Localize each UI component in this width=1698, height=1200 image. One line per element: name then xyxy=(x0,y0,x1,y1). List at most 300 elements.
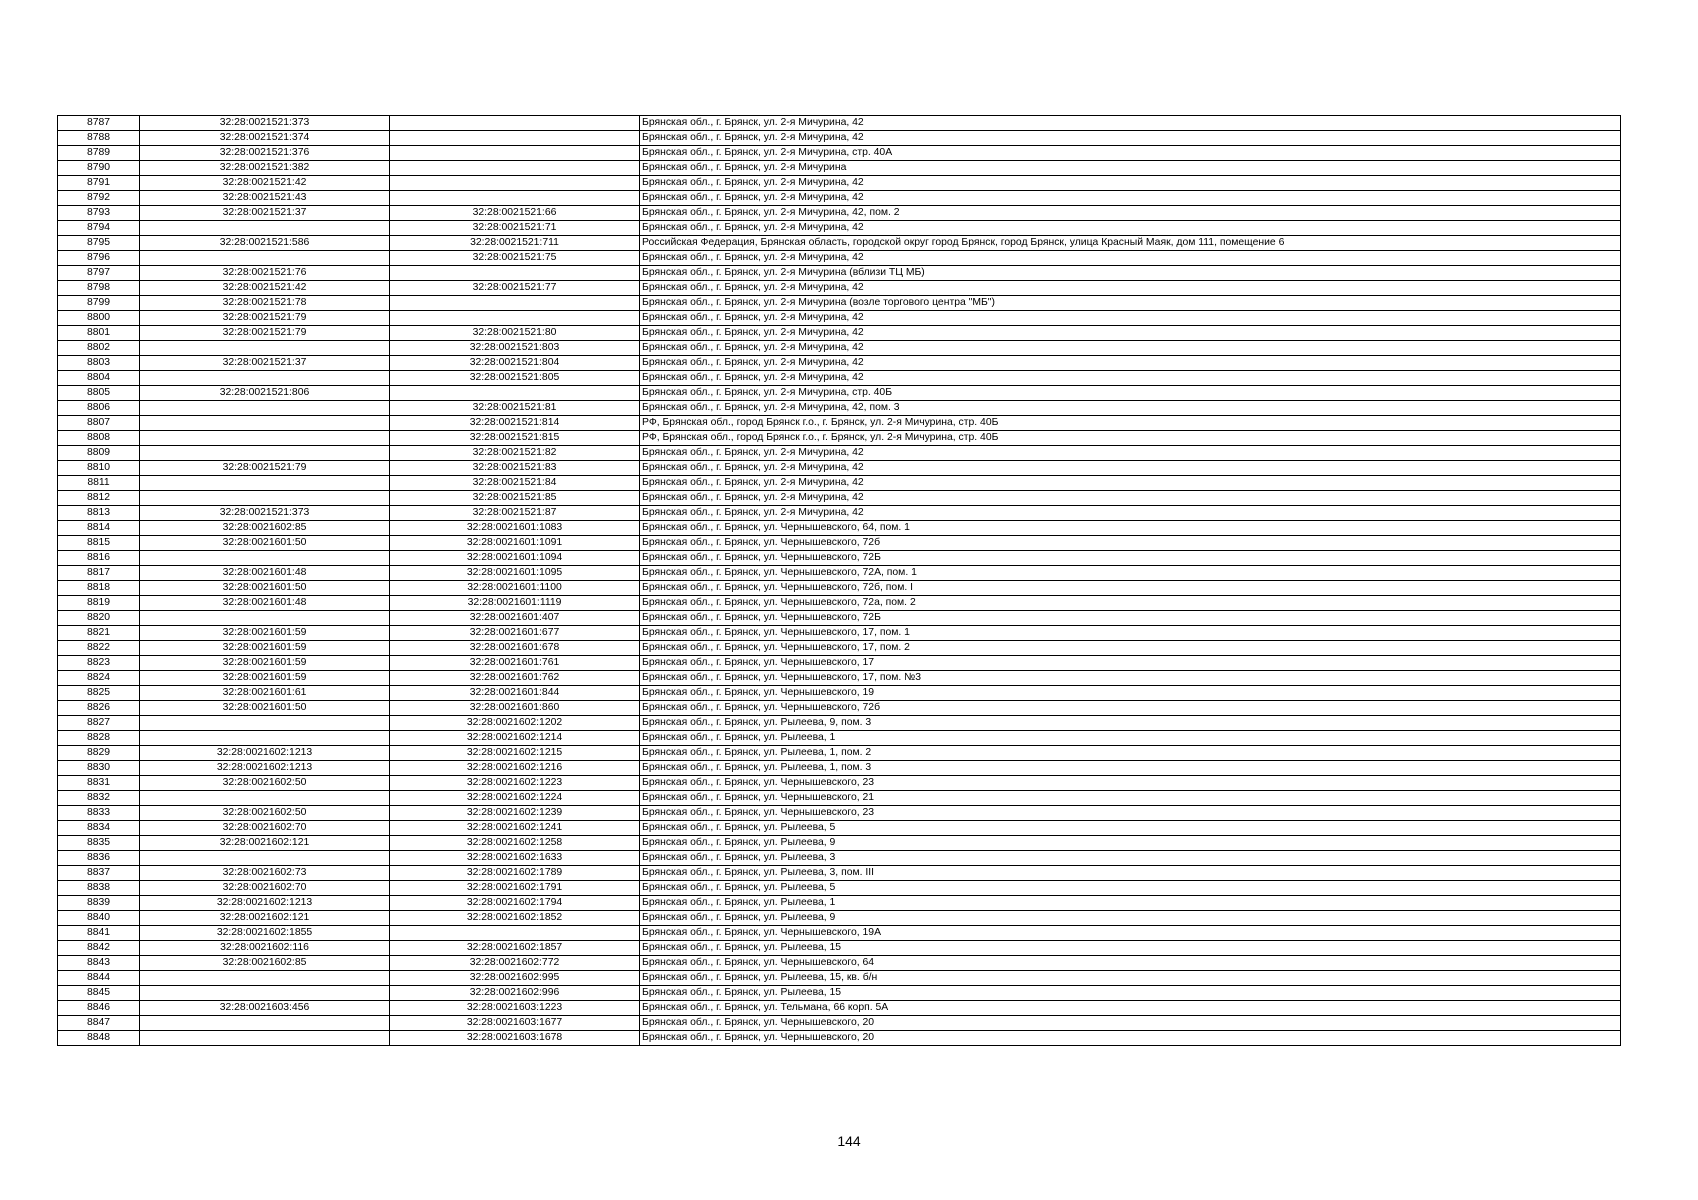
row-number: 8836 xyxy=(58,851,140,866)
table-row xyxy=(58,296,1621,311)
table-row xyxy=(58,806,1621,821)
address: Брянская обл., г. Брянск, ул. 2-я Мичурина, 42, пом. 3 xyxy=(640,401,1621,416)
row-number: 8810 xyxy=(58,461,140,476)
object-cadastral-number: 32:28:0021602:995 xyxy=(390,971,640,986)
address: Российская Федерация, Брянская область, городской округ город Брянск, город Брянск, улица Красный Маяк, дом 111, помещение 6 xyxy=(640,236,1621,251)
table-row xyxy=(58,911,1621,926)
land-plot-cadastral-number xyxy=(140,491,390,506)
object-cadastral-number: 32:28:0021521:80 xyxy=(390,326,640,341)
object-cadastral-number xyxy=(390,386,640,401)
address: Брянская обл., г. Брянск, ул. Рылеева, 1 xyxy=(640,731,1621,746)
object-cadastral-number: 32:28:0021602:1239 xyxy=(390,806,640,821)
row-number: 8805 xyxy=(58,386,140,401)
address: Брянская обл., г. Брянск, ул. Чернышевского, 72а, пом. 2 xyxy=(640,596,1621,611)
row-number: 8815 xyxy=(58,536,140,551)
address: Брянская обл., г. Брянск, ул. Рылеева, 15 xyxy=(640,941,1621,956)
object-cadastral-number: 32:28:0021521:82 xyxy=(390,446,640,461)
land-plot-cadastral-number xyxy=(140,791,390,806)
land-plot-cadastral-number xyxy=(140,971,390,986)
object-cadastral-number: 32:28:0021602:1202 xyxy=(390,716,640,731)
row-number: 8822 xyxy=(58,641,140,656)
object-cadastral-number: 32:28:0021602:1857 xyxy=(390,941,640,956)
address: Брянская обл., г. Брянск, ул. 2-я Мичурина, 42 xyxy=(640,326,1621,341)
address: Брянская обл., г. Брянск, ул. Рылеева, 1, пом. 2 xyxy=(640,746,1621,761)
address: Брянская обл., г. Брянск, ул. Чернышевского, 17, пом. 1 xyxy=(640,626,1621,641)
object-cadastral-number xyxy=(390,266,640,281)
table-row xyxy=(58,686,1621,701)
address: Брянская обл., г. Брянск, ул. Чернышевского, 17, пом. №3 xyxy=(640,671,1621,686)
land-plot-cadastral-number: 32:28:0021521:586 xyxy=(140,236,390,251)
table-row xyxy=(58,641,1621,656)
object-cadastral-number xyxy=(390,926,640,941)
object-cadastral-number: 32:28:0021521:711 xyxy=(390,236,640,251)
row-number: 8790 xyxy=(58,161,140,176)
land-plot-cadastral-number: 32:28:0021602:121 xyxy=(140,836,390,851)
object-cadastral-number: 32:28:0021602:1216 xyxy=(390,761,640,776)
object-cadastral-number: 32:28:0021521:805 xyxy=(390,371,640,386)
address: Брянская обл., г. Брянск, ул. Рылеева, 5 xyxy=(640,821,1621,836)
land-plot-cadastral-number xyxy=(140,611,390,626)
address: Брянская обл., г. Брянск, ул. 2-я Мичурина (вблизи ТЦ МБ) xyxy=(640,266,1621,281)
address: Брянская обл., г. Брянск, ул. 2-я Мичурина, 42 xyxy=(640,506,1621,521)
address: Брянская обл., г. Брянск, ул. Чернышевского, 72б xyxy=(640,536,1621,551)
address: Брянская обл., г. Брянск, ул. Рылеева, 9 xyxy=(640,836,1621,851)
row-number: 8825 xyxy=(58,686,140,701)
address: Брянская обл., г. Брянск, ул. Рылеева, 9 xyxy=(640,911,1621,926)
object-cadastral-number xyxy=(390,131,640,146)
address: Брянская обл., г. Брянск, ул. Чернышевского, 23 xyxy=(640,776,1621,791)
land-plot-cadastral-number xyxy=(140,401,390,416)
row-number: 8797 xyxy=(58,266,140,281)
table-row xyxy=(58,926,1621,941)
address: РФ, Брянская обл., город Брянск г.о., г. Брянск, ул. 2-я Мичурина, стр. 40Б xyxy=(640,431,1621,446)
row-number: 8845 xyxy=(58,986,140,1001)
object-cadastral-number xyxy=(390,296,640,311)
land-plot-cadastral-number xyxy=(140,731,390,746)
object-cadastral-number: 32:28:0021601:1083 xyxy=(390,521,640,536)
page-number: 144 xyxy=(837,1133,861,1149)
table-row xyxy=(58,521,1621,536)
object-cadastral-number: 32:28:0021602:1214 xyxy=(390,731,640,746)
table-row xyxy=(58,491,1621,506)
table-row xyxy=(58,536,1621,551)
address: Брянская обл., г. Брянск, ул. Рылеева, 1, пом. 3 xyxy=(640,761,1621,776)
row-number: 8798 xyxy=(58,281,140,296)
table-row xyxy=(58,836,1621,851)
address: Брянская обл., г. Брянск, ул. 2-я Мичурина, стр. 40А xyxy=(640,146,1621,161)
land-plot-cadastral-number: 32:28:0021601:59 xyxy=(140,656,390,671)
table-row xyxy=(58,881,1621,896)
row-number: 8817 xyxy=(58,566,140,581)
row-number: 8816 xyxy=(58,551,140,566)
row-number: 8827 xyxy=(58,716,140,731)
table-row xyxy=(58,581,1621,596)
address: Брянская обл., г. Брянск, ул. Чернышевского, 23 xyxy=(640,806,1621,821)
row-number: 8823 xyxy=(58,656,140,671)
land-plot-cadastral-number: 32:28:0021602:50 xyxy=(140,806,390,821)
address: Брянская обл., г. Брянск, ул. Чернышевского, 72А, пом. 1 xyxy=(640,566,1621,581)
table-row xyxy=(58,266,1621,281)
object-cadastral-number: 32:28:0021601:1094 xyxy=(390,551,640,566)
row-number: 8841 xyxy=(58,926,140,941)
table-row xyxy=(58,206,1621,221)
object-cadastral-number: 32:28:0021602:1789 xyxy=(390,866,640,881)
address: Брянская обл., г. Брянск, ул. Рылеева, 15, кв. б/н xyxy=(640,971,1621,986)
address: Брянская обл., г. Брянск, ул. 2-я Мичурина, 42 xyxy=(640,341,1621,356)
object-cadastral-number: 32:28:0021601:860 xyxy=(390,701,640,716)
address: Брянская обл., г. Брянск, ул. Тельмана, 66 корп. 5А xyxy=(640,1001,1621,1016)
table-row xyxy=(58,161,1621,176)
table-row xyxy=(58,716,1621,731)
address: Брянская обл., г. Брянск, ул. Чернышевского, 72Б xyxy=(640,551,1621,566)
address: Брянская обл., г. Брянск, ул. Чернышевского, 20 xyxy=(640,1016,1621,1031)
land-plot-cadastral-number xyxy=(140,221,390,236)
table-row xyxy=(58,251,1621,266)
object-cadastral-number xyxy=(390,191,640,206)
row-number: 8808 xyxy=(58,431,140,446)
table-row xyxy=(58,131,1621,146)
table-row xyxy=(58,1031,1621,1046)
land-plot-cadastral-number xyxy=(140,986,390,1001)
land-plot-cadastral-number: 32:28:0021602:85 xyxy=(140,956,390,971)
land-plot-cadastral-number: 32:28:0021602:121 xyxy=(140,911,390,926)
object-cadastral-number: 32:28:0021601:762 xyxy=(390,671,640,686)
land-plot-cadastral-number: 32:28:0021602:70 xyxy=(140,821,390,836)
row-number: 8832 xyxy=(58,791,140,806)
address: Брянская обл., г. Брянск, ул. 2-я Мичурина, 42 xyxy=(640,311,1621,326)
land-plot-cadastral-number: 32:28:0021601:59 xyxy=(140,626,390,641)
land-plot-cadastral-number xyxy=(140,431,390,446)
object-cadastral-number: 32:28:0021602:1794 xyxy=(390,896,640,911)
row-number: 8788 xyxy=(58,131,140,146)
row-number: 8806 xyxy=(58,401,140,416)
object-cadastral-number: 32:28:0021602:1241 xyxy=(390,821,640,836)
address: Брянская обл., г. Брянск, ул. Чернышевского, 72б xyxy=(640,701,1621,716)
land-plot-cadastral-number xyxy=(140,851,390,866)
table-row xyxy=(58,776,1621,791)
land-plot-cadastral-number xyxy=(140,416,390,431)
table-row xyxy=(58,986,1621,1001)
object-cadastral-number: 32:28:0021521:81 xyxy=(390,401,640,416)
address: Брянская обл., г. Брянск, ул. 2-я Мичурина, 42 xyxy=(640,356,1621,371)
address: Брянская обл., г. Брянск, ул. 2-я Мичурина, 42 xyxy=(640,221,1621,236)
table-row xyxy=(58,371,1621,386)
table-body xyxy=(58,116,1621,1046)
row-number: 8811 xyxy=(58,476,140,491)
table-row xyxy=(58,476,1621,491)
address: Брянская обл., г. Брянск, ул. 2-я Мичурина, 42 xyxy=(640,476,1621,491)
row-number: 8838 xyxy=(58,881,140,896)
table-row xyxy=(58,866,1621,881)
object-cadastral-number: 32:28:0021601:1095 xyxy=(390,566,640,581)
address: Брянская обл., г. Брянск, ул. 2-я Мичурина, 42 xyxy=(640,251,1621,266)
row-number: 8809 xyxy=(58,446,140,461)
object-cadastral-number: 32:28:0021521:71 xyxy=(390,221,640,236)
address: Брянская обл., г. Брянск, ул. 2-я Мичурина, 42 xyxy=(640,176,1621,191)
land-plot-cadastral-number: 32:28:0021602:1213 xyxy=(140,746,390,761)
object-cadastral-number: 32:28:0021521:75 xyxy=(390,251,640,266)
address: Брянская обл., г. Брянск, ул. 2-я Мичурина, 42 xyxy=(640,371,1621,386)
table-row xyxy=(58,221,1621,236)
table-row xyxy=(58,896,1621,911)
table-row xyxy=(58,656,1621,671)
land-plot-cadastral-number: 32:28:0021602:73 xyxy=(140,866,390,881)
table-row xyxy=(58,731,1621,746)
row-number: 8828 xyxy=(58,731,140,746)
address: Брянская обл., г. Брянск, ул. 2-я Мичурина, 42 xyxy=(640,116,1621,131)
row-number: 8795 xyxy=(58,236,140,251)
object-cadastral-number: 32:28:0021521:85 xyxy=(390,491,640,506)
row-number: 8826 xyxy=(58,701,140,716)
address: Брянская обл., г. Брянск, ул. Чернышевского, 64 xyxy=(640,956,1621,971)
table-row xyxy=(58,626,1621,641)
object-cadastral-number: 32:28:0021521:804 xyxy=(390,356,640,371)
land-plot-cadastral-number xyxy=(140,251,390,266)
table-row xyxy=(58,941,1621,956)
row-number: 8820 xyxy=(58,611,140,626)
object-cadastral-number: 32:28:0021521:83 xyxy=(390,461,640,476)
land-plot-cadastral-number: 32:28:0021521:382 xyxy=(140,161,390,176)
address: Брянская обл., г. Брянск, ул. 2-я Мичурина (возле торгового центра "МБ") xyxy=(640,296,1621,311)
table-row xyxy=(58,671,1621,686)
object-cadastral-number: 32:28:0021521:66 xyxy=(390,206,640,221)
object-cadastral-number: 32:28:0021601:677 xyxy=(390,626,640,641)
object-cadastral-number: 32:28:0021521:803 xyxy=(390,341,640,356)
table-row xyxy=(58,461,1621,476)
object-cadastral-number: 32:28:0021602:1215 xyxy=(390,746,640,761)
row-number: 8796 xyxy=(58,251,140,266)
row-number: 8839 xyxy=(58,896,140,911)
address: Брянская обл., г. Брянск, ул. Чернышевского, 17, пом. 2 xyxy=(640,641,1621,656)
table-row xyxy=(58,821,1621,836)
object-cadastral-number: 32:28:0021602:1852 xyxy=(390,911,640,926)
row-number: 8800 xyxy=(58,311,140,326)
object-cadastral-number: 32:28:0021603:1678 xyxy=(390,1031,640,1046)
row-number: 8818 xyxy=(58,581,140,596)
table-row xyxy=(58,566,1621,581)
row-number: 8813 xyxy=(58,506,140,521)
table-row xyxy=(58,176,1621,191)
address: Брянская обл., г. Брянск, ул. Чернышевского, 19 xyxy=(640,686,1621,701)
address: Брянская обл., г. Брянск, ул. Рылеева, 3 xyxy=(640,851,1621,866)
object-cadastral-number: 32:28:0021602:1791 xyxy=(390,881,640,896)
row-number: 8835 xyxy=(58,836,140,851)
table-row xyxy=(58,551,1621,566)
land-plot-cadastral-number: 32:28:0021521:376 xyxy=(140,146,390,161)
land-plot-cadastral-number: 32:28:0021521:374 xyxy=(140,131,390,146)
land-plot-cadastral-number: 32:28:0021602:70 xyxy=(140,881,390,896)
object-cadastral-number: 32:28:0021603:1223 xyxy=(390,1001,640,1016)
land-plot-cadastral-number: 32:28:0021521:373 xyxy=(140,116,390,131)
table-row xyxy=(58,116,1621,131)
address: Брянская обл., г. Брянск, ул. Чернышевского, 72Б xyxy=(640,611,1621,626)
table-row xyxy=(58,971,1621,986)
address: Брянская обл., г. Брянск, ул. Чернышевского, 17 xyxy=(640,656,1621,671)
table-row xyxy=(58,506,1621,521)
table-row xyxy=(58,701,1621,716)
address: Брянская обл., г. Брянск, ул. Рылеева, 15 xyxy=(640,986,1621,1001)
land-plot-cadastral-number xyxy=(140,341,390,356)
row-number: 8803 xyxy=(58,356,140,371)
land-plot-cadastral-number: 32:28:0021521:79 xyxy=(140,311,390,326)
object-cadastral-number xyxy=(390,161,640,176)
address: Брянская обл., г. Брянск, ул. 2-я Мичурина, 42, пом. 2 xyxy=(640,206,1621,221)
land-plot-cadastral-number xyxy=(140,551,390,566)
land-plot-cadastral-number: 32:28:0021521:79 xyxy=(140,461,390,476)
row-number: 8814 xyxy=(58,521,140,536)
address: Брянская обл., г. Брянск, ул. Рылеева, 5 xyxy=(640,881,1621,896)
row-number: 8847 xyxy=(58,1016,140,1031)
row-number: 8843 xyxy=(58,956,140,971)
address: Брянская обл., г. Брянск, ул. 2-я Мичурина, 42 xyxy=(640,491,1621,506)
land-plot-cadastral-number xyxy=(140,446,390,461)
row-number: 8833 xyxy=(58,806,140,821)
object-cadastral-number: 32:28:0021601:678 xyxy=(390,641,640,656)
land-plot-cadastral-number: 32:28:0021521:373 xyxy=(140,506,390,521)
table-row xyxy=(58,146,1621,161)
cadastral-table xyxy=(57,115,1621,1046)
address: Брянская обл., г. Брянск, ул. 2-я Мичурина, 42 xyxy=(640,446,1621,461)
land-plot-cadastral-number: 32:28:0021521:76 xyxy=(140,266,390,281)
address: Брянская обл., г. Брянск, ул. Чернышевского, 72б, пом. I xyxy=(640,581,1621,596)
land-plot-cadastral-number: 32:28:0021601:61 xyxy=(140,686,390,701)
land-plot-cadastral-number xyxy=(140,476,390,491)
row-number: 8840 xyxy=(58,911,140,926)
table-row xyxy=(58,341,1621,356)
table-row xyxy=(58,416,1621,431)
land-plot-cadastral-number xyxy=(140,1031,390,1046)
land-plot-cadastral-number: 32:28:0021521:43 xyxy=(140,191,390,206)
object-cadastral-number xyxy=(390,176,640,191)
row-number: 8807 xyxy=(58,416,140,431)
row-number: 8848 xyxy=(58,1031,140,1046)
address: Брянская обл., г. Брянск, ул. Рылеева, 3, пом. III xyxy=(640,866,1621,881)
address: Брянская обл., г. Брянск, ул. Чернышевского, 20 xyxy=(640,1031,1621,1046)
land-plot-cadastral-number: 32:28:0021602:85 xyxy=(140,521,390,536)
object-cadastral-number: 32:28:0021601:1100 xyxy=(390,581,640,596)
object-cadastral-number: 32:28:0021521:84 xyxy=(390,476,640,491)
land-plot-cadastral-number: 32:28:0021603:456 xyxy=(140,1001,390,1016)
land-plot-cadastral-number: 32:28:0021602:50 xyxy=(140,776,390,791)
land-plot-cadastral-number: 32:28:0021602:1855 xyxy=(140,926,390,941)
object-cadastral-number: 32:28:0021603:1677 xyxy=(390,1016,640,1031)
row-number: 8793 xyxy=(58,206,140,221)
land-plot-cadastral-number: 32:28:0021521:37 xyxy=(140,356,390,371)
table-row xyxy=(58,431,1621,446)
object-cadastral-number: 32:28:0021602:1224 xyxy=(390,791,640,806)
table-row xyxy=(58,791,1621,806)
table-row xyxy=(58,1001,1621,1016)
row-number: 8831 xyxy=(58,776,140,791)
address: Брянская обл., г. Брянск, ул. Чернышевского, 64, пом. 1 xyxy=(640,521,1621,536)
table-row xyxy=(58,956,1621,971)
table-row xyxy=(58,386,1621,401)
address: Брянская обл., г. Брянск, ул. 2-я Мичурина, 42 xyxy=(640,191,1621,206)
row-number: 8821 xyxy=(58,626,140,641)
address: Брянская обл., г. Брянск, ул. 2-я Мичурина, стр. 40Б xyxy=(640,386,1621,401)
row-number: 8799 xyxy=(58,296,140,311)
land-plot-cadastral-number: 32:28:0021521:806 xyxy=(140,386,390,401)
address: РФ, Брянская обл., город Брянск г.о., г. Брянск, ул. 2-я Мичурина, стр. 40Б xyxy=(640,416,1621,431)
table-row xyxy=(58,1016,1621,1031)
object-cadastral-number: 32:28:0021521:815 xyxy=(390,431,640,446)
row-number: 8802 xyxy=(58,341,140,356)
address: Брянская обл., г. Брянск, ул. 2-я Мичурина xyxy=(640,161,1621,176)
address: Брянская обл., г. Брянск, ул. Рылеева, 1 xyxy=(640,896,1621,911)
object-cadastral-number: 32:28:0021602:996 xyxy=(390,986,640,1001)
row-number: 8787 xyxy=(58,116,140,131)
object-cadastral-number: 32:28:0021602:1258 xyxy=(390,836,640,851)
land-plot-cadastral-number: 32:28:0021521:42 xyxy=(140,176,390,191)
row-number: 8801 xyxy=(58,326,140,341)
address: Брянская обл., г. Брянск, ул. 2-я Мичурина, 42 xyxy=(640,281,1621,296)
land-plot-cadastral-number: 32:28:0021521:42 xyxy=(140,281,390,296)
land-plot-cadastral-number: 32:28:0021521:78 xyxy=(140,296,390,311)
land-plot-cadastral-number: 32:28:0021601:59 xyxy=(140,641,390,656)
land-plot-cadastral-number: 32:28:0021521:37 xyxy=(140,206,390,221)
table-row xyxy=(58,191,1621,206)
table-row xyxy=(58,356,1621,371)
object-cadastral-number: 32:28:0021601:761 xyxy=(390,656,640,671)
table-row xyxy=(58,851,1621,866)
object-cadastral-number xyxy=(390,311,640,326)
row-number: 8789 xyxy=(58,146,140,161)
land-plot-cadastral-number: 32:28:0021601:48 xyxy=(140,596,390,611)
table-row xyxy=(58,401,1621,416)
object-cadastral-number: 32:28:0021602:1223 xyxy=(390,776,640,791)
land-plot-cadastral-number xyxy=(140,716,390,731)
land-plot-cadastral-number: 32:28:0021601:59 xyxy=(140,671,390,686)
table-row xyxy=(58,446,1621,461)
table-row xyxy=(58,236,1621,251)
land-plot-cadastral-number xyxy=(140,371,390,386)
address: Брянская обл., г. Брянск, ул. Чернышевского, 19А xyxy=(640,926,1621,941)
table-row xyxy=(58,761,1621,776)
row-number: 8792 xyxy=(58,191,140,206)
row-number: 8812 xyxy=(58,491,140,506)
object-cadastral-number: 32:28:0021521:814 xyxy=(390,416,640,431)
table-row xyxy=(58,281,1621,296)
row-number: 8842 xyxy=(58,941,140,956)
object-cadastral-number: 32:28:0021601:1091 xyxy=(390,536,640,551)
row-number: 8830 xyxy=(58,761,140,776)
row-number: 8824 xyxy=(58,671,140,686)
row-number: 8837 xyxy=(58,866,140,881)
table-row xyxy=(58,596,1621,611)
address: Брянская обл., г. Брянск, ул. Чернышевского, 21 xyxy=(640,791,1621,806)
object-cadastral-number: 32:28:0021601:844 xyxy=(390,686,640,701)
table-row xyxy=(58,326,1621,341)
land-plot-cadastral-number: 32:28:0021602:1213 xyxy=(140,761,390,776)
land-plot-cadastral-number xyxy=(140,1016,390,1031)
row-number: 8834 xyxy=(58,821,140,836)
row-number: 8804 xyxy=(58,371,140,386)
row-number: 8819 xyxy=(58,596,140,611)
object-cadastral-number: 32:28:0021521:77 xyxy=(390,281,640,296)
table-row xyxy=(58,311,1621,326)
object-cadastral-number: 32:28:0021602:772 xyxy=(390,956,640,971)
object-cadastral-number: 32:28:0021601:407 xyxy=(390,611,640,626)
table-row xyxy=(58,746,1621,761)
land-plot-cadastral-number: 32:28:0021601:50 xyxy=(140,581,390,596)
row-number: 8829 xyxy=(58,746,140,761)
object-cadastral-number: 32:28:0021601:1119 xyxy=(390,596,640,611)
row-number: 8791 xyxy=(58,176,140,191)
land-plot-cadastral-number: 32:28:0021601:50 xyxy=(140,536,390,551)
address: Брянская обл., г. Брянск, ул. 2-я Мичурина, 42 xyxy=(640,461,1621,476)
land-plot-cadastral-number: 32:28:0021601:48 xyxy=(140,566,390,581)
address: Брянская обл., г. Брянск, ул. 2-я Мичурина, 42 xyxy=(640,131,1621,146)
